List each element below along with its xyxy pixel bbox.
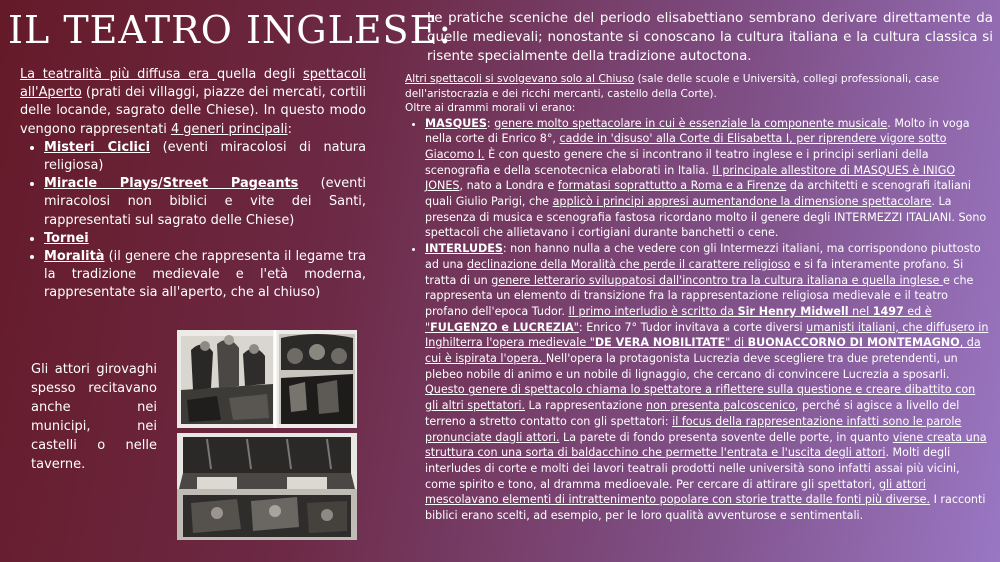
text-run: Nell'opera la protagonista Lucrezia deve scegliere tra due pretendenti, un plebeo nobile di animo e un nobile di lignaggio, che cercano di convincere Lucrezia a sposarli. [425,352,958,381]
text-run: umanisti italiani, che diffusero in Inghilterra l'opera medievale " [425,320,989,350]
text-run: : [486,116,495,130]
page-title: IL TEATRO INGLESE: [8,8,453,52]
text-run: da architetti e scenografi italiani quali Giulio Parigi, che [425,179,971,209]
text-run: . La presenza di musica e scenografia fastosa ricordano molto il genere degli INTERMEZZI ITALIANI. Sono spettacoli che allietavano i cortigiani durante banchetti o cene. [425,195,987,240]
text-run: nel [848,304,873,318]
right-column [405,72,990,524]
text-run: genere molto spettacolare in cui è essenziale la componente musicale [494,116,888,130]
genre-desc: (eventi miracolosi di natura religiosa) [44,139,366,174]
text-run: 4 generi principali [170,121,288,137]
text-run: MASQUES [425,116,487,130]
text-run: La teatralità più diffusa era [20,67,217,82]
text-run: quella degli [216,67,304,82]
genre-name: Moralità [44,249,105,265]
text-run: gli attori mescolavano elementi di intrattenimento popolare con storie tratte dalle fonti più diverse. [425,477,931,507]
text-run: cadde in 'disuso' alla Corte di Elisabetta I, per riprendere vigore sotto Giacomo I. [425,132,947,161]
text-run: e che rappresenta un elemento di transizione fra la rappresentazione religiosa medievale e il teatro profano dell'epoca Tudor. [425,273,974,318]
genre-name: Miracle Plays/Street Pageants [44,176,299,192]
indoor-theatre-illustration [177,433,357,540]
text-run: INTERLUDES [425,242,503,256]
text-run: : non hanno nulla a che vedere con gli Intermezzi italiani, ma corrispondono piuttosto ad una [425,242,981,271]
text-run: declinazione della Moralità che perde il carattere religioso [466,257,791,271]
text-run: , perché si agisce a livello del terreno a stretto contatto con gli spettatori: [425,399,960,428]
text-run: " [573,320,579,334]
text-run: . Molto in voga nella corte di Enrico 8°, [425,116,970,146]
text-run: Il primo interludio è scritto da [568,304,738,318]
text-run: genere letterario sviluppatosi dall'incontro tra la cultura italiana e quella inglese [491,273,943,287]
other-genres-list [405,116,990,524]
text-run: ed è " [425,304,932,334]
text-run: spettacoli all'Aperto [20,67,366,101]
text-run: formatasi soprattutto a Roma e a Firenze [557,179,787,193]
text-run: Altri spettacoli si svolgevano solo al Chiuso [405,73,635,85]
genre-desc: (il genere che rappresenta il legame tra la tradizione medievale e l'età moderna, rappresentate sia all'aperto, che al chiuso) [44,249,366,301]
medieval-theatre-illustration [177,330,357,428]
text-run: non presenta palcoscenico [646,399,796,413]
text-run: : [287,121,292,137]
text-run: viene creata una struttura con una sorta di baldacchino che permette l'entrata e l'uscita degli attori [425,430,987,460]
open-air-paragraph [20,66,366,139]
genre-desc: (eventi miracolosi non biblici e vite dei Santi, rappresentati sul sagrato delle Chiese) [44,176,366,228]
text-run: Questo genere di spettacolo chiama lo spettatore a riflettere sulla questione e creare dibattito con gli altri spettatori. [425,383,976,413]
other-dramas-paragraph: Oltre ai drammi morali vi erano: [405,102,576,114]
genres-list [20,139,366,303]
text-run: FULGENZO e LUCREZIA [430,320,574,334]
intro-paragraph: Le pratiche sceniche del periodo elisabettiano sembrano derivare direttamente da quelle medievali; nonostante si conoscano la cultura italiana e la cultura classica si risente specialmente della tradizione autoctona. [427,11,993,64]
actors-paragraph: Gli attori girovaghi spesso recitavano anche nei municipi, nei castelli o nelle taverne. [31,362,157,472]
text-run: applicò i principi appresi aumentandone la dimensione spettacolare [552,195,932,209]
list-item [44,175,366,230]
text-run: È con questo genere che si incontrano il teatro inglese e i principi serliani della scenografia e della scenotecnica elaborati in Italia. [425,147,929,177]
left-column [20,66,366,303]
list-item-masques [425,116,990,242]
genre-name: Misteri Ciclici [44,139,150,155]
list-item [44,139,366,175]
genre-name: Tornei [44,230,89,246]
text-run: Sir Henry Midwell [737,304,849,318]
list-item [44,230,366,248]
text-run: I racconti biblici erano scelti, ad esempio, per le loro qualità avventurose e sentimentali. [425,493,986,523]
text-run: (prati dei villaggi, piazze dei mercati, cortili delle locande, sagrato delle Chiese). In questo modo vengono rappresentati [20,85,366,137]
indoor-paragraph [405,72,990,101]
text-run: , da cui è ispirata l'opera. [425,336,981,366]
text-run: La rappresentazione [525,399,647,413]
text-run: La parete di fondo presenta sovente delle porte, in quanto [559,430,893,444]
text-run: , nato a Londra e [459,179,558,193]
list-item [44,248,366,303]
text-run: 1497 [872,304,904,318]
text-run: (sale delle scuole e Università, collegi professionali, case dell'aristocrazia e dei ricchi mercanti, castello della Corte). [405,73,940,100]
text-run: DE VERA NOBILITATE [594,336,726,350]
text-run: Il principale allestitore di MASQUES è INIGO JONES [425,163,956,193]
text-run: " di [725,336,748,350]
text-run: : Enrico 7° Tudor invitava a corte diversi [578,320,807,334]
text-run: e si fa interamente profano. Si tratta di un [425,257,964,287]
text-run: il focus della rappresentazione infatti sono le parole pronunciate dagli attori. [425,414,962,444]
text-run: BUONACCORNO DI MONTEMAGNO [747,336,960,350]
text-run: . Molti degli interludes di corte e molti dei lavori teatrali prodotti nelle università sono infatti assai più vicini, come spirito e tono, al dramma medioevale. Per cercare di attirare gli spettatori, [425,446,960,491]
list-item-interludes [425,241,990,524]
